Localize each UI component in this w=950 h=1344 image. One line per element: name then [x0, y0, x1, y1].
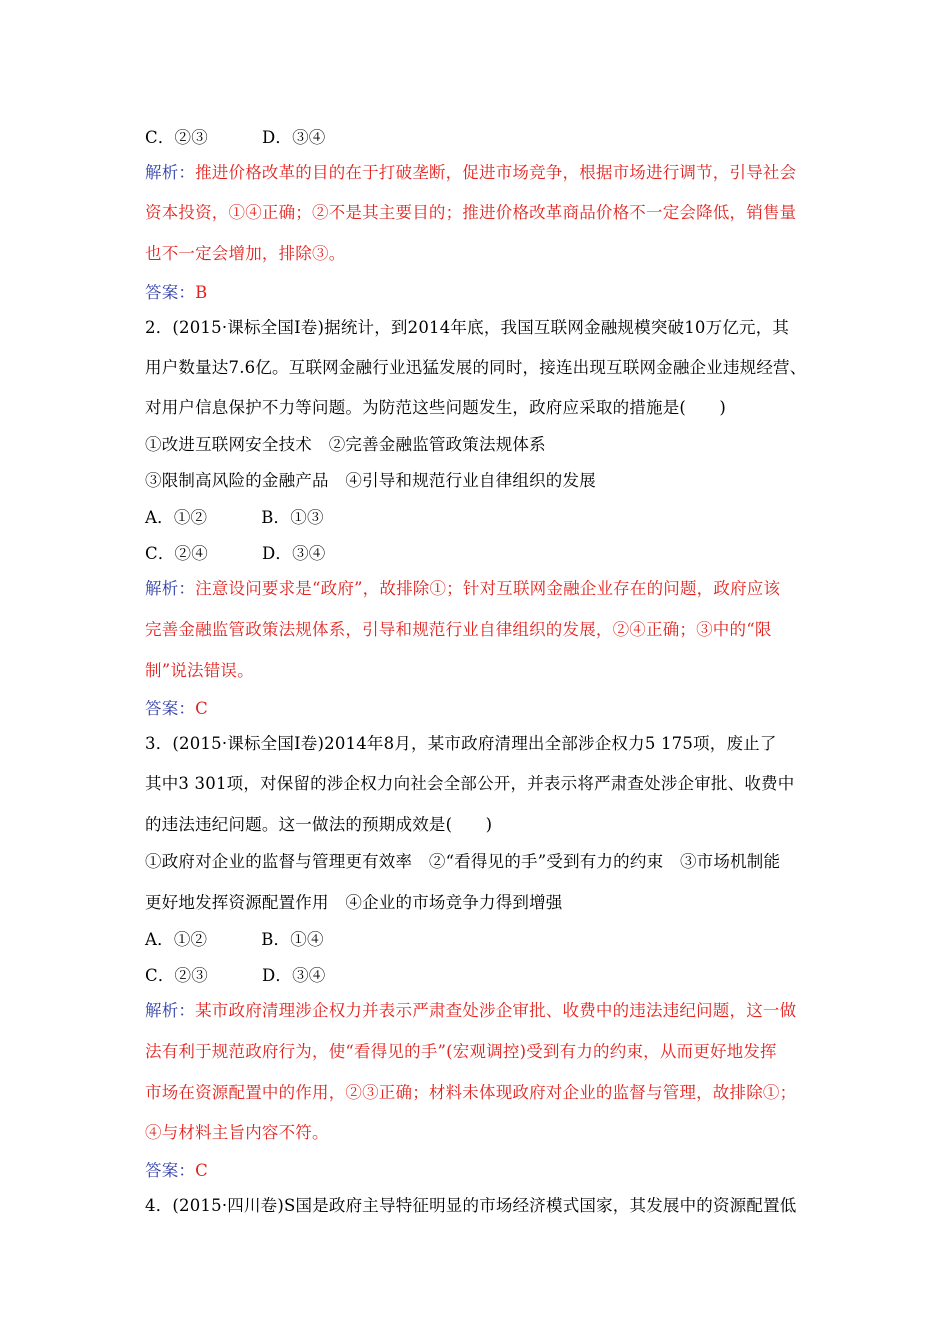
q3-answer	[145, 1160, 825, 1182]
q3-analysis-label: 解析：	[145, 1001, 196, 1020]
q3-answer-label: 答案：	[145, 1161, 196, 1180]
q2-answer-label: 答案：	[145, 699, 196, 718]
q1-analysis-line-1	[145, 162, 825, 184]
q3-statement-line-1: ①政府对企业的监督与管理更有效率 ②“看得见的手”受到有力的约束 ③市场机制能	[145, 852, 781, 871]
q2-analysis-line-3: 制”说法错误。	[145, 661, 254, 680]
q2-statement-line-1: ①改进互联网安全技术 ②完善金融监管政策法规体系	[145, 435, 546, 454]
q3-analysis-line-3: 市场在资源配置中的作用，②③正确；材料未体现政府对企业的监督与管理，故排除①；	[145, 1083, 797, 1102]
q3-stem-line-2: 其中3 301项，对保留的涉企权力向社会全部公开，并表示将严肃查处涉企审批、收费中	[145, 774, 795, 793]
q3-analysis-line-2: 法有利于规范政府行为，使“看得见的手”(宏观调控)受到有力的约束，从而更好地发挥	[145, 1042, 777, 1061]
q1-analysis-label: 解析：	[145, 163, 196, 182]
q2-stem-line-2: 用户数量达7.6亿。互联网金融行业迅猛发展的同时，接连出现互联网金融企业违规经营、	[145, 358, 807, 377]
q3-analysis-line-4: ④与材料主旨内容不符。	[145, 1123, 329, 1142]
q1-options-cd	[145, 127, 825, 149]
q1-answer	[145, 282, 825, 304]
q2-options-ab	[145, 507, 825, 529]
q2-option-c: C．②④	[145, 544, 208, 563]
q2-answer-value: C	[195, 699, 208, 718]
q2-stem-line-1: 2．(2015·课标全国Ⅰ卷)据统计，到2014年底，我国互联网金融规模突破10万亿元，其	[145, 318, 790, 337]
q3-option-c: C．②③	[145, 966, 208, 985]
q3-option-d: D．③④	[261, 966, 326, 985]
q2-statement-line-2: ③限制高风险的金融产品 ④引导和规范行业自律组织的发展	[145, 471, 596, 490]
q2-analysis-line-1	[145, 578, 825, 600]
q2-option-d: D．③④	[261, 544, 326, 563]
q3-options-ab	[145, 929, 825, 951]
q3-statement-line-2: 更好地发挥资源配置作用 ④企业的市场竞争力得到增强	[145, 893, 563, 912]
q2-options-cd	[145, 543, 825, 565]
q3-stem-line-3: 的违法违纪问题。这一做法的预期成效是( )	[145, 815, 493, 834]
q3-analysis-text-1: 某市政府清理涉企权力并表示严肃查处涉企审批、收费中的违法违纪问题，这一做	[195, 1001, 797, 1020]
q3-option-a: A．①②	[145, 930, 208, 949]
q1-option-d: D．③④	[261, 128, 326, 147]
q2-analysis-line-2: 完善金融监管政策法规体系，引导和规范行业自律组织的发展，②④正确；③中的“限	[145, 620, 772, 639]
q2-option-a: A．①②	[145, 508, 208, 527]
q2-answer	[145, 698, 825, 720]
q2-stem-line-3: 对用户信息保护不力等问题。为防范这些问题发生，政府应采取的措施是( )	[145, 398, 727, 417]
q1-answer-value: B	[195, 283, 208, 302]
q1-analysis-line-3: 也不一定会增加，排除③。	[145, 244, 346, 263]
q3-analysis-line-1	[145, 1000, 825, 1022]
q1-analysis-line-2: 资本投资，①④正确；②不是其主要目的；推进价格改革商品价格不一定会降低，销售量	[145, 203, 797, 222]
q1-answer-label: 答案：	[145, 283, 196, 302]
q4-stem-line-1: 4．(2015·四川卷)S国是政府主导特征明显的市场经济模式国家，其发展中的资源配置低	[145, 1196, 797, 1215]
q3-option-b: B．①④	[261, 930, 324, 949]
q3-stem-line-1: 3．(2015·课标全国Ⅰ卷)2014年8月，某市政府清理出全部涉企权力5 175项，废止了	[145, 734, 777, 753]
q2-analysis-text-1: 注意设问要求是“政府”，故排除①；针对互联网金融企业存在的问题，政府应该	[195, 579, 781, 598]
q2-analysis-label: 解析：	[145, 579, 196, 598]
q1-option-c: C．②③	[145, 128, 208, 147]
q2-option-b: B．①③	[261, 508, 324, 527]
q3-answer-value: C	[195, 1161, 208, 1180]
q3-options-cd	[145, 965, 825, 987]
q1-analysis-text-1: 推进价格改革的目的在于打破垄断，促进市场竞争，根据市场进行调节，引导社会	[195, 163, 797, 182]
